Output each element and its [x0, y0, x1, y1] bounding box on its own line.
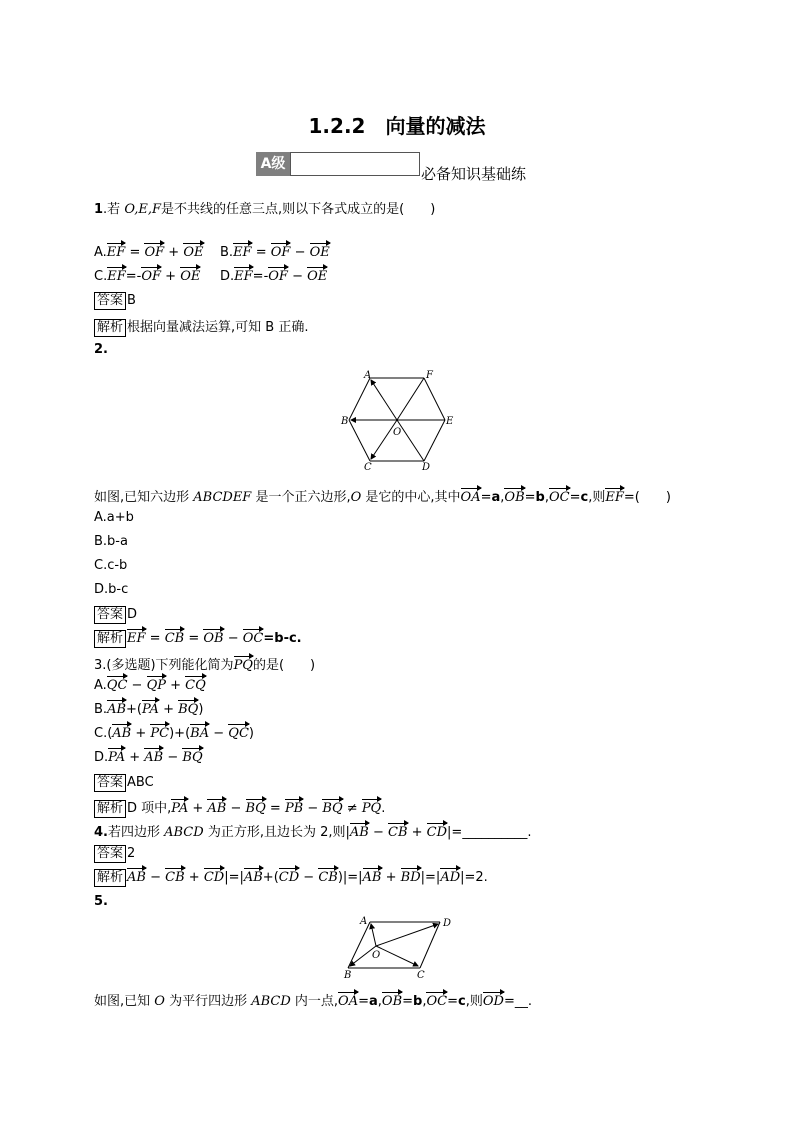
q2-option-b: B.b-a: [94, 534, 128, 549]
q5-stem: 如图,已知 O 为平行四边形 ABCD 内一点,OA=a,OB=b,OC=c,则OD=__.: [94, 994, 532, 1009]
para-label-b: B: [344, 970, 352, 980]
q1-option-c: C.EF=-OF + OE: [94, 269, 201, 284]
q2-stem: 如图,已知六边形 ABCDEF 是一个正六边形,O 是它的中心,其中OA=a,OB=b,OC=c,则EF=( ): [94, 490, 671, 505]
q1-analysis: 解析 根据向量减法运算,可知 B 正确.: [94, 316, 308, 337]
q4-stem: 4.若四边形 ABCD 为正方形,且边长为 2,则|AB − CB + CD|=__________.: [94, 825, 532, 840]
q5-number: 5.: [94, 894, 108, 909]
answer-tag: 答案: [94, 292, 126, 310]
q4-answer: 答案 2: [94, 845, 135, 863]
level-label: 必备知识基础练: [421, 165, 527, 183]
q2-analysis: 解析 EF = CB = OB − OC=b-c.: [94, 630, 302, 648]
q4-analysis: 解析 AB − CB + CD|=|AB+(CD − CB)|=|AB + BD|=|AD|=2.: [94, 869, 488, 887]
para-label-a: A: [360, 916, 368, 927]
q3-option-d: D.PA + AB − BQ: [94, 750, 203, 765]
q3-answer: 答案 ABC: [94, 774, 154, 792]
q3-option-a: A.QC − QP + CQ: [94, 678, 206, 693]
para-label-o: O: [372, 950, 381, 961]
para-label-d: D: [443, 918, 452, 929]
q3-analysis: 解析 D 项中,PA + AB − BQ = PB − BQ ≠ PQ.: [94, 797, 385, 818]
hex-label-f: F: [426, 370, 433, 381]
hex-label-d: D: [422, 462, 431, 473]
q1-answer: 答案 B: [94, 292, 136, 310]
hex-label-e: E: [446, 416, 454, 427]
q1-option-d: D.EF=-OF − OE: [220, 269, 328, 284]
q2-answer: 答案 D: [94, 606, 137, 624]
q2-option-d: D.b-c: [94, 582, 129, 597]
analysis-tag: 解析: [94, 319, 126, 337]
q2-number: 2.: [94, 342, 108, 357]
q1-stem: 1.若 O,E,F是不共线的任意三点,则以下各式成立的是( ): [94, 202, 436, 217]
page-title: 1.2.2 向量的减法: [308, 114, 486, 138]
q1-option-a: A.EF = OF + OE: [94, 245, 204, 260]
hex-label-a: A: [364, 370, 372, 381]
q3-option-c: C.(AB + PC)+(BA − QC): [94, 726, 254, 741]
q3-stem: 3.(多选题)下列能化简为PQ的是( ): [94, 658, 316, 673]
para-label-c: C: [417, 970, 425, 980]
hex-label-c: C: [364, 462, 372, 473]
hexagon-figure: [338, 368, 458, 473]
parallelogram-figure: [336, 912, 460, 980]
q1-option-b: B.EF = OF − OE: [220, 245, 330, 260]
q2-option-a: A.a+b: [94, 510, 134, 525]
level-underline-box: [290, 152, 420, 176]
hex-label-o: O: [393, 427, 402, 438]
q3-option-b: B.AB+(PA + BQ): [94, 702, 204, 717]
q2-option-c: C.c-b: [94, 558, 128, 573]
hex-label-b: B: [341, 416, 349, 427]
level-badge: A级: [256, 152, 290, 176]
